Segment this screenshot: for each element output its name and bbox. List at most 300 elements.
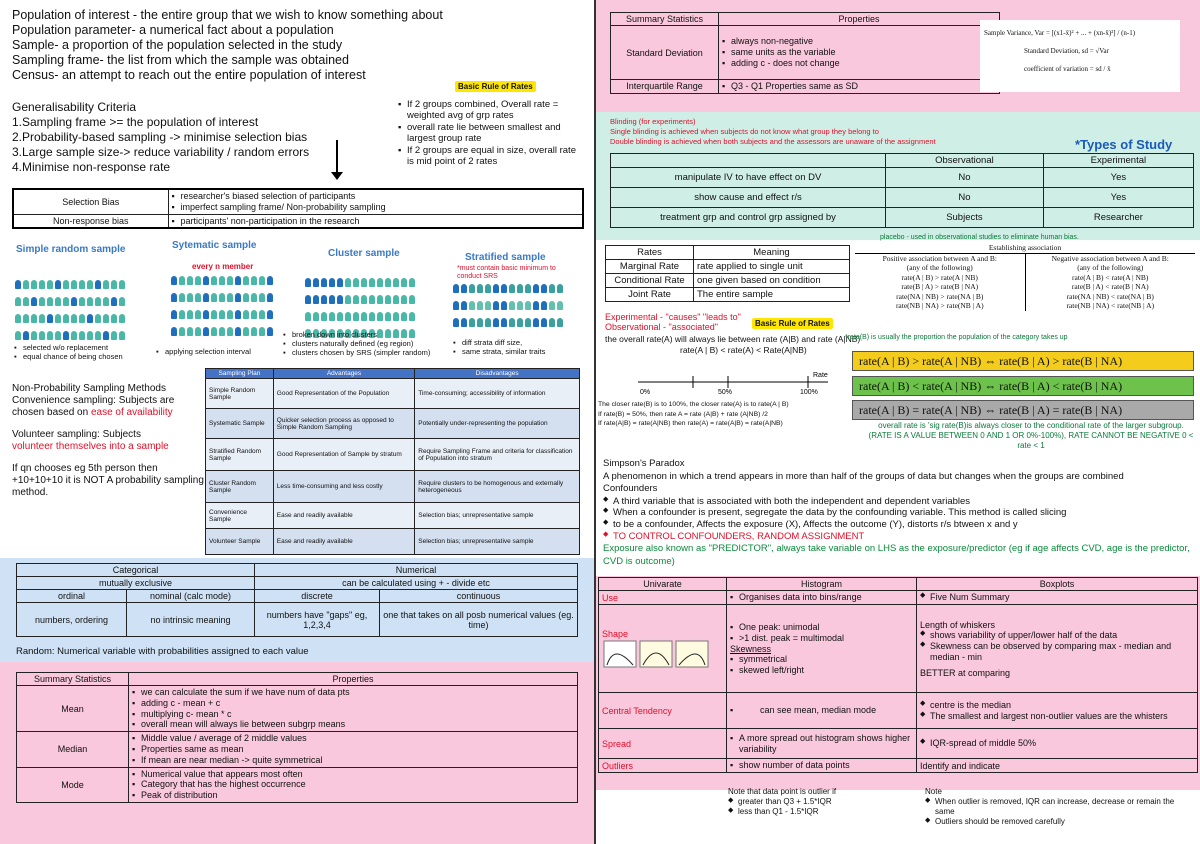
person-icon [15,314,21,323]
univariate-table [598,577,1198,773]
person-icon [549,301,555,310]
uni-cell: ▪ symmetrical [730,654,913,665]
methods-cell: Good Representation of Sample by stratum [273,439,414,471]
uni-cell: ◆ centre is the median [920,700,1194,711]
sample-desc-item: ▪ equal chance of being chosen [14,352,154,361]
skew-shapes-icon [602,639,712,669]
better-comparing: BETTER at comparing [920,667,1011,678]
person-icon [119,314,125,323]
def-population: Population of interest - the entire group that we wish to know something about [12,8,443,22]
axis-label: 0% [640,389,651,396]
person-icon [63,280,69,289]
person-icon [79,314,85,323]
person-icon [243,310,249,319]
assoc-row: rate(A | B) < rate(A | NB) [1072,272,1149,282]
methods-cell: Require clusters to be homogenous and externally heterogeneous [415,471,580,503]
sample-desc-item: ▪ applying selection interval [156,347,286,356]
person-icon [211,310,217,319]
var-numerical: Numerical [255,564,578,577]
person-icon [329,312,335,321]
methods-cell: Cluster Random Sample [206,471,274,503]
person-icon [219,310,225,319]
uni-header: Histogram [727,578,917,591]
assoc-row: rate(B | A) < rate(B | NA) [1071,282,1149,291]
person-icon [227,327,233,336]
uni-cell: ◆ shows variability of upper/lower half of the data [920,630,1194,641]
person-icon [361,295,367,304]
person-icon [87,331,93,340]
person-icon [251,293,257,302]
arrow-down-icon [331,172,343,180]
assoc-neg: Negative association between A and B: [1051,253,1169,263]
person-icon [493,301,499,310]
study-header: Observational [886,154,1044,168]
volunteer-red: volunteer themselves into a sample [12,441,169,452]
note-title: Note [925,787,942,796]
sd-name: Standard Deviation [611,26,719,80]
rates-cell: rate applied to single unit [694,260,850,274]
person-icon [369,312,375,321]
var-categorical: Categorical [17,564,255,577]
summary-name: Mode [17,767,129,802]
blinding-double: Double blinding is achieved when both subjects and the assessors are unaware of the assignment [610,137,936,146]
person-icon [525,301,531,310]
person-icon [219,293,225,302]
sd-item: ▪ adding c - does not change [722,58,996,69]
person-icon [171,327,177,336]
rates-cell: Joint Rate [606,288,694,302]
person-icon [321,278,327,287]
convenience-red: ease of availability [90,407,173,418]
summary-item: ▪ multiplying c- mean * c [132,709,574,720]
person-icon [557,301,563,310]
person-icon [385,312,391,321]
person-icon [15,331,21,340]
sample-desc [156,347,286,356]
person-icon [401,312,407,321]
closer-notes [598,400,853,429]
person-icon [47,297,53,306]
person-icon [111,297,117,306]
methods-cell: Volunteer Sample [206,529,274,555]
rules-list [398,99,583,167]
person-icon [243,293,249,302]
person-icon [461,318,467,327]
sample-title: Simple random sample [16,244,126,255]
rate-number-line [608,362,848,402]
rates-header: Rates [606,246,694,260]
summary-item: ▪ Peak of distribution [132,790,574,801]
uni-label: Spread [599,729,727,759]
sample-note: *must contain basic minimum to conduct SRS [457,265,556,280]
person-icon [353,278,359,287]
person-icon [305,312,311,321]
var-continuous: continuous [380,590,578,603]
sample-desc [14,343,154,361]
var-nominal: nominal (calc mode) [127,590,255,603]
person-icon [517,284,523,293]
var-ordinal: ordinal [17,590,127,603]
var-discrete: discrete [255,590,380,603]
person-icon [219,327,225,336]
person-icon [55,314,61,323]
uni-cell: Identify and indicate [917,759,1198,773]
person-icon [171,293,177,302]
rate-b-note: *rate(B) is usually the proportion the population of the category takes up [845,334,1068,341]
person-icon [79,297,85,306]
person-icon [409,278,415,287]
gen-item: 1.Sampling frame >= the population of interest [12,115,259,129]
sample-desc-item: ▪ selected w/o replacement [14,343,154,352]
person-icon [549,284,555,293]
summary-item: ▪ Numerical value that appears most often [132,769,574,780]
study-cell: Yes [1043,168,1193,188]
person-icon [267,327,273,336]
var-mutually: mutually exclusive [17,577,255,590]
nonprob-block [12,383,204,499]
methods-header: Disadvantages [415,369,580,379]
person-icon [95,297,101,306]
uni-cell: ▪ One peak: unimodal [730,622,913,633]
def-parameter: Population parameter- a numerical fact about a population [12,23,334,37]
study-cell: No [886,168,1044,188]
person-icon [541,318,547,327]
assoc-row: rate(NA | NB) > rate(NA | B) [896,291,984,301]
person-icon [525,284,531,293]
person-icon [453,318,459,327]
outlier-note-right [925,787,1195,827]
person-icon [401,278,407,287]
var-discrete-desc: numbers have "gaps" eg, 1,2,3,4 [255,603,380,637]
control-confounders: ◆ TO CONTROL CONFOUNDERS, RANDOM ASSIGNMENT [603,531,1193,543]
uni-cell: ▪ A more spread out histogram shows higher variability [730,733,913,755]
bias-table [12,188,584,229]
exposure-note: Exposure also known as "PREDICTOR", always take variable on LHS as the exposure/predictor (eg if age affects CVD, age is the predictor, CVD is outcome) [603,543,1190,567]
axis-label: Rate [813,372,828,379]
methods-cell: Simple Random Sample [206,379,274,409]
person-icon [235,327,241,336]
person-icon [259,276,265,285]
rates-cell: one given based on condition [694,274,850,288]
person-icon [187,310,193,319]
person-icon [31,314,37,323]
formula-lt: rate(A | B) < rate(A | NB) ⇔ rate(B | A) < rate(B | NA) [852,376,1194,396]
nonprob-title: Non-Probability Sampling Methods [12,383,166,394]
sd-table [610,12,1000,94]
summary-item: ▪ Category that has the highest occurrence [132,779,574,790]
person-icon [71,280,77,289]
summary-header: Summary Statistics [17,673,129,686]
uni-cell: ▪ can see mean, median mode [730,705,913,716]
outlier-note-left [728,787,898,817]
people-graphic [14,280,154,348]
summary-header: Properties [129,673,578,686]
observational-line: Observational - "associated" [605,322,718,332]
sd-header: Properties [719,13,1000,26]
association-box [855,243,1195,331]
person-icon [251,276,257,285]
person-icon [267,310,273,319]
volunteer-text: Volunteer sampling: Subjects [12,429,141,440]
formula-gt: rate(A | B) > rate(A | NB) ⇔ rate(B | A) > rate(B | NA) [852,351,1194,371]
gen-item: 4.Minimise non-response rate [12,160,171,174]
assoc-pos-sub: (any of the following) [906,263,973,272]
person-icon [55,331,61,340]
sample-desc-item: ▪ diff strata diff size, [453,338,583,347]
person-icon [39,280,45,289]
blinding-title: Blinding (for experiments) [610,117,696,126]
var-ordinal-desc: numbers, ordering [17,603,127,637]
methods-cell: Systematic Sample [206,409,274,439]
uni-header: Univarate [599,578,727,591]
person-icon [461,284,467,293]
study-cell: Yes [1043,188,1193,208]
person-icon [119,331,125,340]
methods-cell: Convenience Sample [206,503,274,529]
person-icon [409,312,415,321]
summary-item: ▪ we can calculate the sum if we have num of data pts [132,687,574,698]
person-icon [243,327,249,336]
methods-cell: Selection bias; unrepresentative sample [415,529,580,555]
rates-cell: The entire sample [694,288,850,302]
uni-cell: ◆ Skewness can be observed by comparing max - median and median - min [920,641,1194,664]
note-item: ◆ greater than Q3 + 1.5*IQR [728,797,898,807]
person-icon [259,310,265,319]
closer-note: The closer rate(B) is to 100%, the closer rate(A) is to rate(A | B) [598,401,789,408]
person-icon [179,327,185,336]
person-icon [541,284,547,293]
person-icon [227,293,233,302]
def-sampling-frame: Sampling frame- the list from which the sample was obtained [12,53,349,67]
person-icon [187,276,193,285]
person-icon [31,280,37,289]
person-icon [195,276,201,285]
methods-cell: Selection bias; unrepresentative sample [415,503,580,529]
person-icon [353,295,359,304]
person-icon [235,276,241,285]
sample-desc-item: ▪ clusters naturally defined (eg region) [283,339,453,348]
random-variable-note: Random: Numerical variable with probabilities assigned to each value [16,646,309,657]
person-icon [541,301,547,310]
bias-item: ▪ participants' non-participation in the research [172,216,580,227]
rule-item: ▪ overall rate lie between smallest and largest group rate [398,122,583,145]
assoc-pos: Positive association between A and B: [882,253,997,263]
iqr-item: ▪ Q3 - Q1 Properties same as SD [722,81,996,92]
variables-table [16,563,578,637]
person-icon [15,297,21,306]
sample-desc [453,338,583,356]
person-icon [549,318,555,327]
person-icon [509,284,515,293]
person-icon [501,318,507,327]
var-nominal-desc: no intrinsic meaning [127,603,255,637]
methods-header: Advantages [273,369,414,379]
person-icon [31,331,37,340]
person-icon [533,284,539,293]
note-item: ◆ When outlier is removed, IQR can increase, decrease or remain the same [925,797,1195,817]
methods-cell: Require Sampling Frame and criteria for classification of Population into stratum [415,439,580,471]
person-icon [71,297,77,306]
confounder-item: ◆ to be a confounder, Affects the exposure (X), Affects the outcome (Y), distorts r/s btween x and y [603,519,1193,531]
person-icon [47,280,53,289]
methods-cell: Ease and readily available [273,503,414,529]
rates-table [605,245,850,302]
person-icon [187,293,193,302]
person-icon [377,312,383,321]
overall-rate-text: the overall rate(A) will always lie between rate (A|B) and rate (A|NB) [605,334,861,344]
methods-table [205,368,580,555]
sample-title: Stratified sample [465,252,546,263]
person-icon [517,301,523,310]
person-icon [305,278,311,287]
placebo-note: placebo - used in observational studies to eliminate human bias. [880,234,1079,241]
formula-eq: rate(A | B) = rate(A | NB) ⇔ rate(B | A) = rate(B | NA) [852,400,1194,420]
closer-note: If rate(B) = 50%, then rate A = rate (A|B) + rate (A|NB) /2 [598,410,768,418]
methods-cell: Good Representation of the Population [273,379,414,409]
person-icon [345,295,351,304]
person-icon [345,278,351,287]
person-icon [393,278,399,287]
person-icon [377,278,383,287]
person-icon [469,301,475,310]
ratio-text: rate(A | B) < rate(A) < Rate(A|NB) [680,345,807,355]
people-graphic [452,284,584,335]
person-icon [485,318,491,327]
study-cell: Researcher [1043,208,1193,228]
variance-formula-box [980,20,1180,92]
variance-formula: Sample Variance, Var = [(x1-x̄)² + ... + (xn-x̄)²] / (n-1) [984,29,1136,37]
assoc-row: rate(NA | NB) < rate(NA | B) [1066,291,1154,301]
sample-title: Sytematic sample [172,240,257,251]
person-icon [227,310,233,319]
sd-item: ▪ same units as the variable [722,47,996,58]
person-icon [55,280,61,289]
person-icon [243,276,249,285]
person-icon [461,301,467,310]
person-icon [179,276,185,285]
sample-note: every n member [192,262,254,271]
uni-label: Shape [602,628,629,639]
person-icon [251,310,257,319]
person-icon [119,297,125,306]
person-icon [477,284,483,293]
assoc-row: rate(A | B) > rate(A | NB) [901,272,978,282]
person-icon [337,295,343,304]
person-icon [321,312,327,321]
uni-cell: ◆ The smallest and largest non-outlier values are the whisters [920,711,1194,722]
sample-desc [283,330,453,357]
person-icon [23,331,29,340]
person-icon [227,276,233,285]
rates-cell: Conditional Rate [606,274,694,288]
person-icon [305,295,311,304]
person-icon [195,310,201,319]
study-cell: manipulate IV to have effect on DV [611,168,886,188]
definitions-block [12,8,462,83]
person-icon [509,318,515,327]
assoc-title: Establishing association [855,243,1195,254]
person-icon [195,293,201,302]
uni-label: Use [599,591,727,605]
person-icon [87,314,93,323]
gen-title: Generalisability Criteria [12,100,137,114]
person-icon [211,276,217,285]
experimental-line: Experimental - "causes" "leads to" [605,312,741,322]
person-icon [203,310,209,319]
axis-label: 50% [718,389,733,396]
methods-cell: Ease and readily available [273,529,414,555]
person-icon [477,301,483,310]
person-icon [267,276,273,285]
person-icon [259,293,265,302]
methods-cell: Stratified Random Sample [206,439,274,471]
sd-formula: Standard Deviation, sd = √Var [1024,47,1109,55]
rules-badge-2: Basic Rule of Rates [752,318,833,329]
person-icon [485,284,491,293]
person-icon [557,318,563,327]
person-icon [557,284,563,293]
person-icon [95,280,101,289]
person-icon [267,293,273,302]
uni-header: Boxplots [917,578,1198,591]
person-icon [517,318,523,327]
note-title: Note that data point is outlier if [728,787,837,796]
confounders-title: Confounders [603,483,658,494]
person-icon [313,312,319,321]
uni-cell: ▪ Organises data into bins/range [730,592,913,603]
person-icon [119,280,125,289]
methods-cell: Quicker selection process as opposed to Simple Random Sampling [273,409,414,439]
assoc-row: rate(NB | NA) < rate(NB | A) [1066,301,1155,310]
person-icon [103,280,109,289]
person-icon [179,293,185,302]
simpsons-desc: A phenomenon in which a trend appears in more than half of the groups of data but changes when the groups are combined [603,470,1124,482]
person-icon [361,278,367,287]
bias-item: ▪ researcher's biased selection of participants [172,191,580,202]
simpsons-title: Simpson's Paradox [603,458,685,469]
person-icon [179,310,185,319]
person-icon [525,318,531,327]
person-icon [401,295,407,304]
person-icon [103,314,109,323]
study-header [611,154,886,168]
person-icon [71,314,77,323]
person-icon [453,284,459,293]
person-icon [409,295,415,304]
person-icon [39,331,45,340]
person-icon [337,312,343,321]
rates-cell: Marginal Rate [606,260,694,274]
person-icon [103,331,109,340]
sample-desc-item: ▪ clusters chosen by SRS (simpler random) [283,348,453,357]
summary-table [16,672,578,803]
methods-cell: Less time-consuming and less costly [273,471,414,503]
person-icon [187,327,193,336]
uni-cell: ▪ show number of data points [730,760,913,771]
summary-name: Median [17,732,129,767]
iqr-name: Interquartile Range [611,80,719,94]
person-icon [87,280,93,289]
person-icon [469,284,475,293]
person-icon [321,295,327,304]
person-icon [361,312,367,321]
sample-title: Cluster sample [328,248,400,259]
person-icon [313,278,319,287]
generalisability-block [12,100,392,175]
person-icon [385,295,391,304]
convenience-text: Convenience sampling: Subjects are chosen based on ease of availability [12,395,175,418]
person-icon [533,318,539,327]
